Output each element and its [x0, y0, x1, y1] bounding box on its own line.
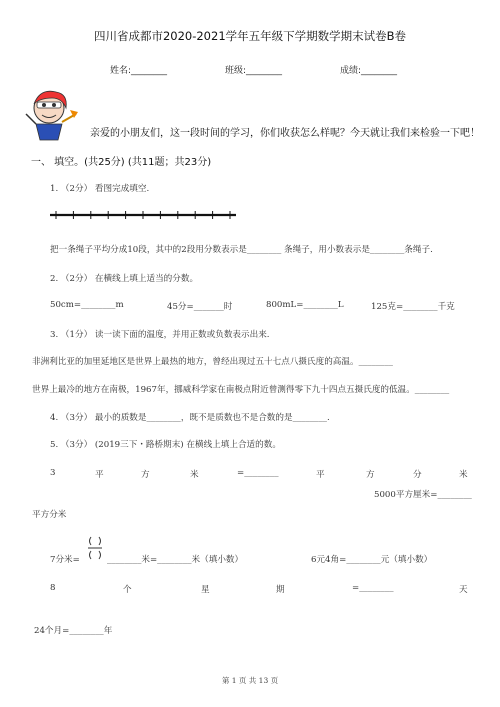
question-2-c: 800mL=________L	[266, 300, 344, 310]
score-field[interactable]: 成绩:________	[340, 66, 398, 76]
q5-row3-cell: 星	[201, 585, 210, 595]
q5-row1-cell: 方	[141, 470, 150, 480]
q5-row2a-prefix: 7分米=	[50, 555, 80, 565]
q5-row1-cell: 方	[366, 470, 375, 480]
number-line-figure	[50, 211, 236, 219]
q5-row1-cell: 3	[50, 468, 56, 478]
question-3-line-1: 非洲利比亚的加里延地区是世界上最热的地方，曾经出现过五十七点八摄氏度的高温。________	[32, 357, 393, 367]
question-3-stem: 3. （1分） 读一读下面的温度，并用正数或负数表示出来.	[50, 330, 270, 340]
q5-row1-cell: 米	[190, 470, 199, 480]
q5-row1b: 5000平方厘米=________	[374, 490, 472, 500]
q5-row3-cell: 个	[123, 585, 132, 595]
class-field[interactable]: 班级:________	[225, 66, 283, 76]
fraction-blank-icon	[85, 535, 105, 561]
q5-row1c: 平方分米	[32, 510, 67, 520]
question-2-a: 50cm=________m	[50, 300, 124, 310]
document-title: 四川省成都市2020-2021学年五年级下学期数学期末试卷B卷	[93, 29, 407, 43]
question-1-body: 把一条绳子平均分成10段，其中的2段用分数表示是________ 条绳子，用小数表示是________条绳子.	[50, 245, 433, 255]
name-field[interactable]: 姓名:________	[110, 66, 168, 76]
q5-row3-cell: =________	[352, 583, 394, 593]
question-5-stem: 5. （3分） (2019三下・路桥期末) 在横线上填上合适的数。	[50, 440, 281, 450]
q5-row2a-suffix: ________米=________米（填小数）	[107, 555, 244, 565]
question-3-line-2: 世界上最冷的地方在南极，1967年，挪威科学家在南极点附近曾测得零下九十四点五摄氏度的低温。________	[32, 385, 450, 395]
q5-row3b: 24个月=________年	[34, 626, 113, 636]
question-1-stem: 1. （2分） 看图完成填空.	[50, 184, 150, 194]
mascot-icon	[22, 84, 80, 142]
greeting-text: 亲爱的小朋友们，这一段时间的学习，你们收获怎么样呢？今天就让我们来检验一下吧！	[90, 128, 480, 139]
question-4-stem: 4. （3分） 最小的质数是________，既不是质数也不是合数的是________.	[50, 413, 330, 423]
question-2-b: 45分=_______时	[167, 302, 233, 312]
q5-row2b: 6元4角=________元（填小数）	[311, 555, 433, 565]
q5-row1-cell: 平	[95, 470, 104, 480]
q5-row1-cell: =________	[237, 468, 279, 478]
q5-row1-cell: 分	[413, 470, 422, 480]
page-footer: 第 1 页 共 13 页	[221, 676, 279, 685]
q5-row3-cell: 期	[276, 585, 285, 595]
q5-row3-cell: 天	[459, 585, 468, 595]
q5-row1-cell: 米	[459, 470, 468, 480]
q5-row3-cell: 8	[50, 583, 56, 593]
question-2-d: 125克=________千克	[371, 302, 455, 312]
q5-row1-cell: 平	[316, 470, 325, 480]
section-heading: 一、 填空。(共25分) (共11题；共23分)	[31, 157, 212, 168]
question-2-stem: 2. （2分） 在横线上填上适当的分数。	[50, 274, 199, 284]
